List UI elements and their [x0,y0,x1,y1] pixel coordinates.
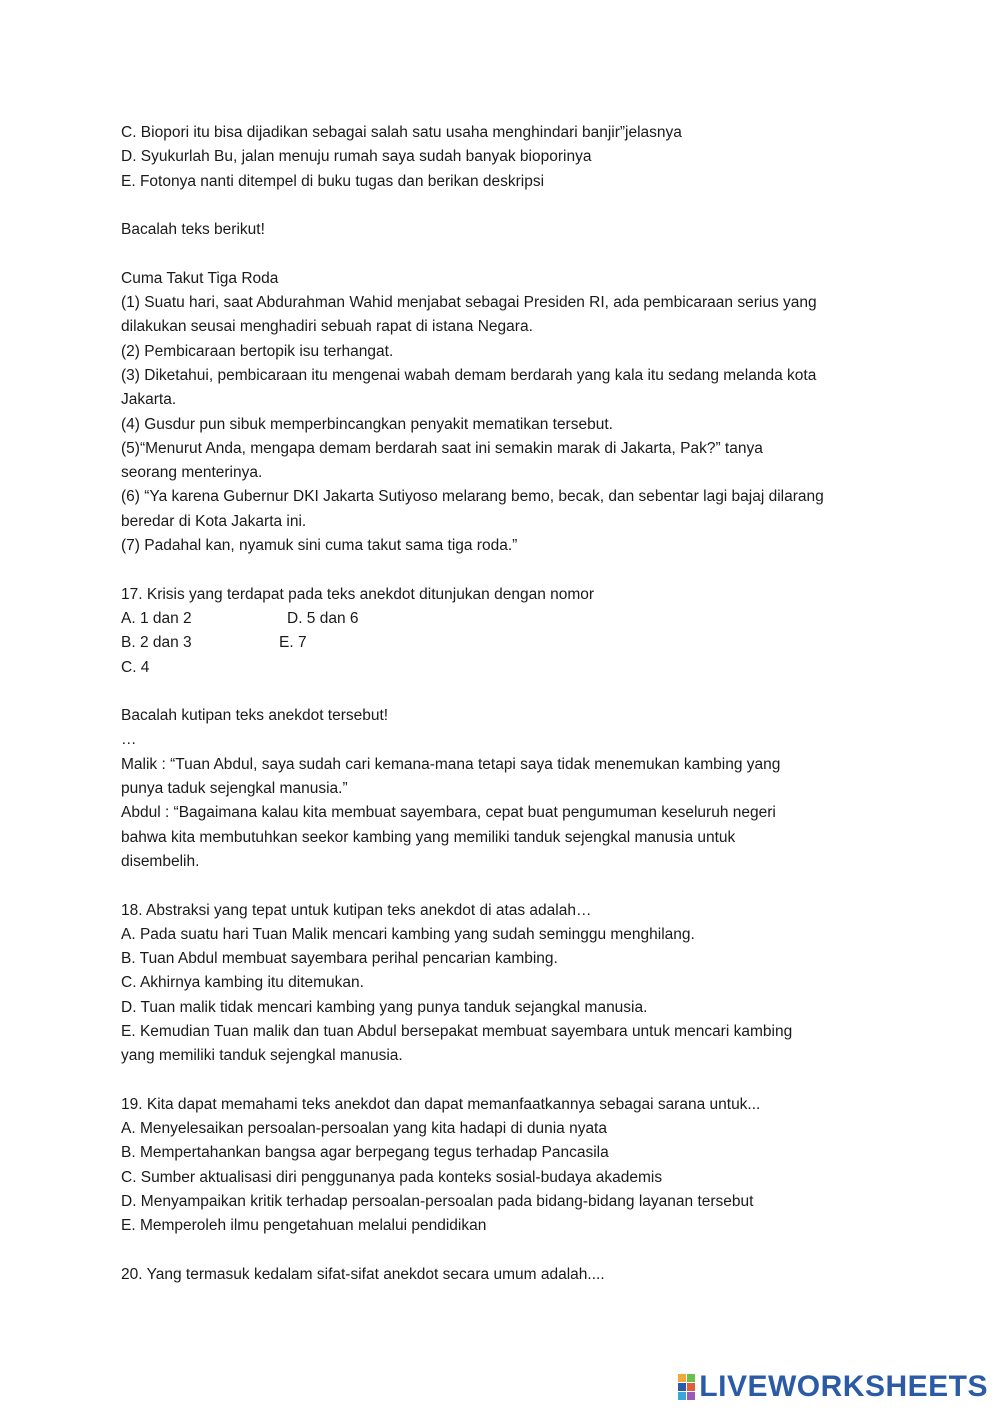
story-sentence-7: (7) Padahal kan, nyamuk sini cuma takut sama tiga roda.” [121,537,518,555]
excerpt-ellipsis: … [121,731,137,749]
logo-block [687,1392,695,1400]
q20-question: 20. Yang termasuk kedalam sifat-sifat anekdot secara umum adalah.... [121,1265,605,1283]
excerpt-abdul-line-3: disembelih. [121,852,200,870]
story-sentence-1a: (1) Suatu hari, saat Abdurahman Wahid menjabat sebagai Presiden RI, ada pembicaraan serius yang [121,294,817,312]
q17-option-c[interactable]: C. 4 [121,658,150,676]
story-sentence-3a: (3) Diketahui, pembicaraan itu mengenai wabah demam berdarah yang kala itu sedang melanda kota [121,366,817,384]
q17-question: 17. Krisis yang terdapat pada teks anekdot ditunjukan dengan nomor [121,585,595,603]
story-sentence-2: (2) Pembicaraan bertopik isu terhangat. [121,342,394,360]
q19-option-b[interactable]: B. Mempertahankan bangsa agar berpegang tegus terhadap Pancasila [121,1144,609,1162]
q16-option-d: D. Syukurlah Bu, jalan menuju rumah saya sudah banyak bioporinya [121,148,592,166]
story-sentence-5b: seorang menterinya. [121,464,263,482]
story-sentence-4: (4) Gusdur pun sibuk memperbincangkan penyakit mematikan tersebut. [121,415,613,433]
q17-options-row-1 [121,607,891,631]
q19-option-e[interactable]: E. Memperoleh ilmu pengetahuan melalui pendidikan [121,1217,487,1235]
excerpt-malik-line-1: Malik : “Tuan Abdul, saya sudah cari kemana-mana tetapi saya tidak menemukan kambing yang [121,755,781,773]
q17-option-d[interactable]: D. 5 dan 6 [287,609,359,627]
q16-option-e: E. Fotonya nanti ditempel di buku tugas dan berikan deskripsi [121,172,545,190]
q18-option-b[interactable]: B. Tuan Abdul membuat sayembara perihal pencarian kambing. [121,950,558,968]
logo-block [678,1383,686,1391]
q17-option-b[interactable]: B. 2 dan 3 [121,634,192,652]
q16-option-c: C. Biopori itu bisa dijadikan sebagai salah satu usaha menghindari banjir”jelasnya [121,124,682,141]
logo-block [687,1383,695,1391]
story-sentence-6a: (6) “Ya karena Gubernur DKI Jakarta Sutiyoso melarang bemo, becak, dan sebentar lagi bajaj dilarang [121,488,824,506]
excerpt-abdul-line-1: Abdul : “Bagaimana kalau kita membuat sayembara, cepat buat pengumuman keseluruh negeri [121,804,776,822]
q19-option-a[interactable]: A. Menyelesaikan persoalan-persoalan yang kita hadapi di dunia nyata [121,1120,607,1138]
excerpt-malik-line-2: punya taduk sejengkal manusia.” [121,780,348,798]
worksheet-page [121,121,891,1287]
story-title: Cuma Takut Tiga Roda [121,269,279,287]
story-sentence-6b: beredar di Kota Jakarta ini. [121,512,307,530]
logo-block [678,1392,686,1400]
logo-block [687,1374,695,1382]
q18-option-e-line-1[interactable]: E. Kemudian Tuan malik dan tuan Abdul bersepakat membuat sayembara untuk mencari kambing [121,1022,793,1040]
logo-text: LIVEWORKSHEETS [699,1370,988,1403]
instruction-read-excerpt: Bacalah kutipan teks anekdot tersebut! [121,707,389,725]
q19-question: 19. Kita dapat memahami teks anekdot dan dapat memanfaatkannya sebagai sarana untuk... [121,1095,761,1113]
q17-option-e[interactable]: E. 7 [279,634,307,652]
story-sentence-1b: dilakukan seusai menghadiri sebuah rapat di istana Negara. [121,318,533,336]
liveworksheets-logo [678,1370,988,1404]
story-sentence-5a: (5)“Menurut Anda, mengapa demam berdarah saat ini semakin marak di Jakarta, Pak?” tanya [121,439,763,457]
q18-option-a[interactable]: A. Pada suatu hari Tuan Malik mencari kambing yang sudah seminggu menghilang. [121,925,695,943]
logo-block [678,1374,686,1382]
instruction-read-text: Bacalah teks berikut! [121,221,265,239]
q18-option-c[interactable]: C. Akhirnya kambing itu ditemukan. [121,974,364,992]
q18-option-d[interactable]: D. Tuan malik tidak mencari kambing yang punya tanduk sejangkal manusia. [121,998,648,1016]
story-sentence-3b: Jakarta. [121,391,177,409]
q17-options-row-2 [121,631,891,655]
excerpt-abdul-line-2: bahwa kita membutuhkan seekor kambing yang memiliki tanduk sejengkal manusia untuk [121,828,736,846]
q18-option-e-line-2[interactable]: yang memiliki tanduk sejengkal manusia. [121,1047,403,1065]
q19-option-c[interactable]: C. Sumber aktualisasi diri penggunanya pada konteks sosial-budaya akademis [121,1168,663,1186]
logo-blocks-icon [678,1374,695,1400]
q18-question: 18. Abstraksi yang tepat untuk kutipan teks anekdot di atas adalah… [121,901,592,919]
q19-option-d[interactable]: D. Menyampaikan kritik terhadap persoalan-persoalan pada bidang-bidang layanan tersebut [121,1193,754,1211]
q17-option-a[interactable]: A. 1 dan 2 [121,609,192,627]
